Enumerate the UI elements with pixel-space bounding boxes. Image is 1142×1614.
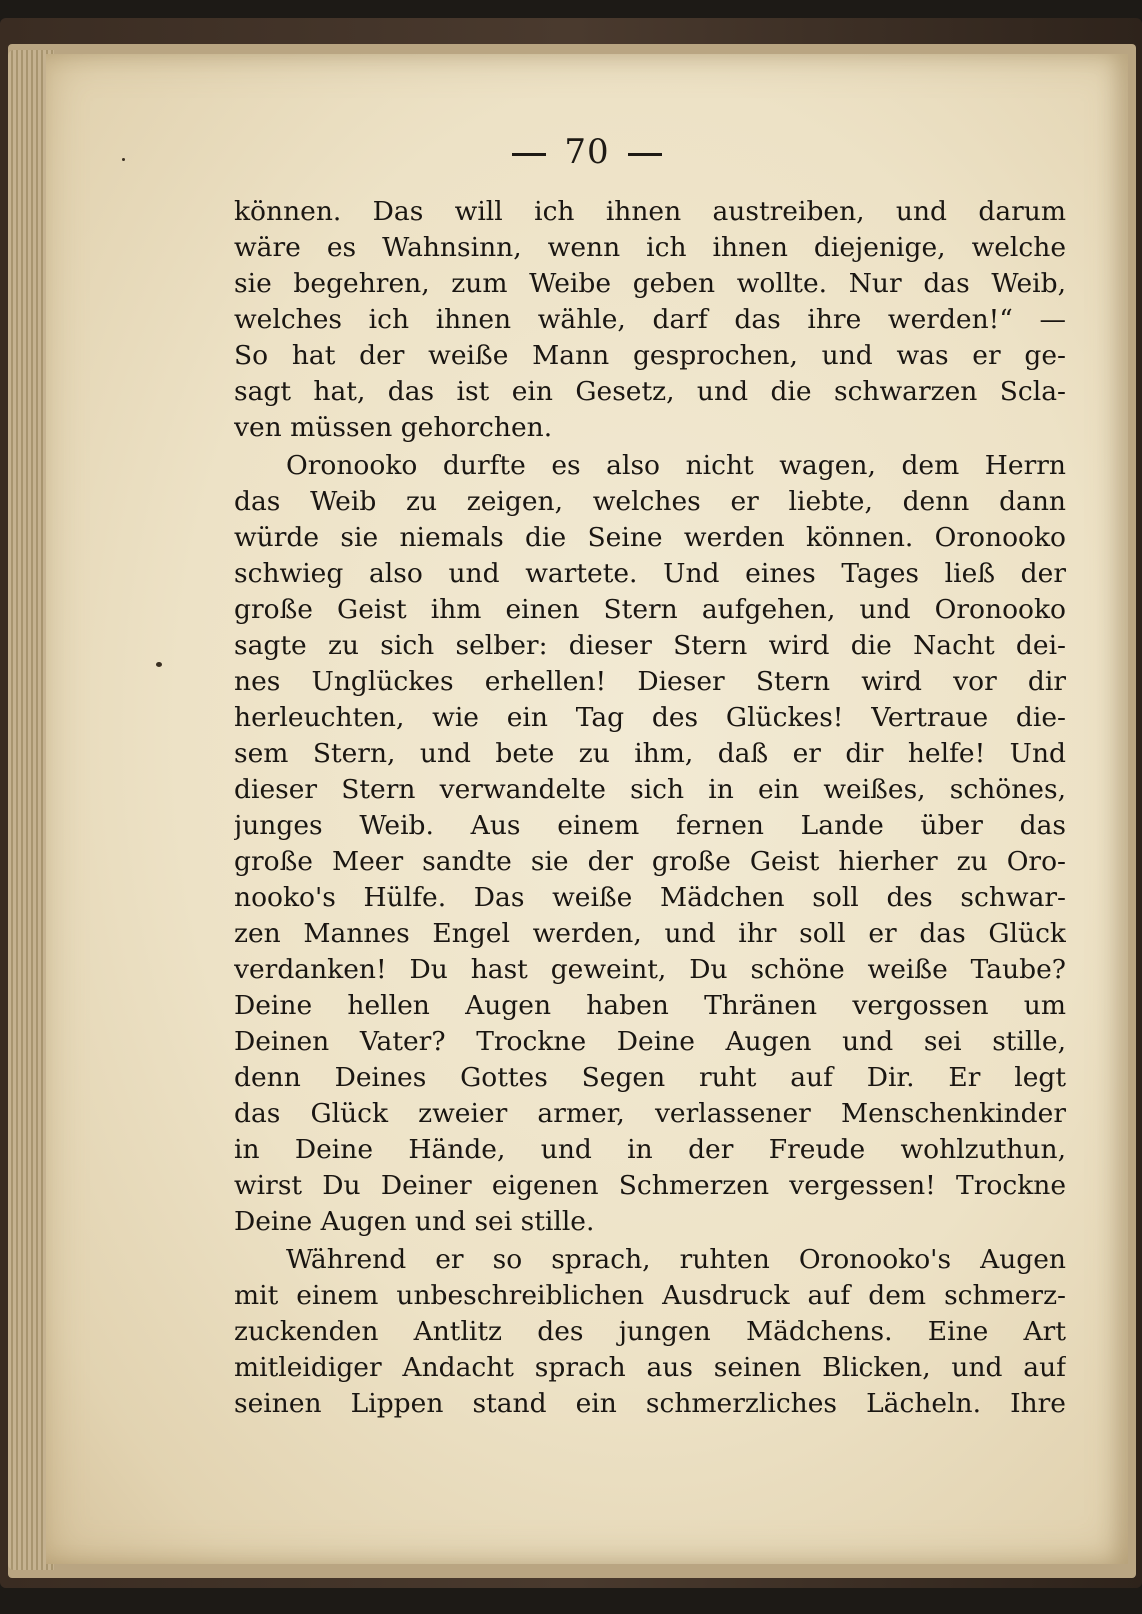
text-line: zen Mannes Engel werden, und ihr soll er das Glück	[234, 918, 1066, 949]
text-line: in Deine Hände, und in der Freude wohlzuthun,	[234, 1134, 1066, 1165]
text-line: seinen Lippen stand ein schmerzliches Lächeln. Ihre	[234, 1388, 1066, 1419]
text-line: Oronooko durfte es also nicht wagen, dem Herrn	[286, 450, 1066, 481]
text-line: Deine hellen Augen haben Thränen vergossen um	[234, 990, 1066, 1021]
text-line: ven müssen gehorchen.	[234, 412, 553, 443]
text-line: sagt hat, das ist ein Gesetz, und die schwarzen Scla-	[234, 376, 1066, 407]
paper-speck	[122, 158, 125, 161]
text-line: Während er so sprach, ruhten Oronooko's Augen	[286, 1244, 1066, 1275]
text-line: sie begehren, zum Weibe geben wollte. Nur das Weib,	[234, 268, 1066, 299]
text-line: mit einem unbeschreiblichen Ausdruck auf dem schmerz-	[234, 1280, 1066, 1311]
page-number	[46, 132, 1128, 172]
text-line: Deine Augen und sei stille.	[234, 1206, 595, 1237]
text-line: welches ich ihnen wähle, darf das ihre werden!“ —	[234, 304, 1066, 335]
text-line: das Glück zweier armer, verlassener Menschenkinder	[234, 1098, 1066, 1129]
body-text	[234, 194, 1066, 1422]
text-line: junges Weib. Aus einem fernen Lande über das	[234, 810, 1066, 841]
text-line: verdanken! Du hast geweint, Du schöne weiße Taube?	[234, 954, 1066, 985]
text-line: denn Deines Gottes Segen ruht auf Dir. Er legt	[234, 1062, 1066, 1093]
dash-left	[512, 153, 546, 156]
text-line: wirst Du Deiner eigenen Schmerzen vergessen! Trockne	[234, 1170, 1066, 1201]
text-line: zuckenden Antlitz des jungen Mädchens. Eine Art	[234, 1316, 1066, 1347]
text-line: große Meer sandte sie der große Geist hierher zu Oro-	[234, 846, 1066, 877]
text-line: dieser Stern verwandelte sich in ein weißes, schönes,	[234, 774, 1066, 805]
text-line: das Weib zu zeigen, welches er liebte, denn dann	[234, 486, 1066, 517]
text-line: nooko's Hülfe. Das weiße Mädchen soll des schwar-	[234, 882, 1066, 913]
dash-right	[628, 153, 662, 156]
paper-speck	[156, 662, 162, 667]
text-line: herleuchten, wie ein Tag des Glückes! Vertraue die-	[234, 702, 1066, 733]
text-line: sem Stern, und bete zu ihm, daß er dir helfe! Und	[234, 738, 1066, 769]
text-line: schwieg also und wartete. Und eines Tages ließ der	[234, 558, 1066, 589]
text-line: nes Unglückes erhellen! Dieser Stern wird vor dir	[234, 666, 1066, 697]
text-line: können. Das will ich ihnen austreiben, und darum	[234, 196, 1066, 227]
text-line: mitleidiger Andacht sprach aus seinen Blicken, und auf	[234, 1352, 1066, 1383]
page-number-value: 70	[564, 132, 610, 172]
text-line: So hat der weiße Mann gesprochen, und was er ge-	[234, 340, 1066, 371]
text-line: Deinen Vater? Trockne Deine Augen und sei stille,	[234, 1026, 1066, 1057]
text-line: große Geist ihm einen Stern aufgehen, und Oronooko	[234, 594, 1066, 625]
text-line: sagte zu sich selber: dieser Stern wird die Nacht dei-	[234, 630, 1066, 661]
book-page	[46, 54, 1128, 1564]
text-line: wäre es Wahnsinn, wenn ich ihnen diejenige, welche	[234, 232, 1066, 263]
text-line: würde sie niemals die Seine werden können. Oronooko	[234, 522, 1066, 553]
